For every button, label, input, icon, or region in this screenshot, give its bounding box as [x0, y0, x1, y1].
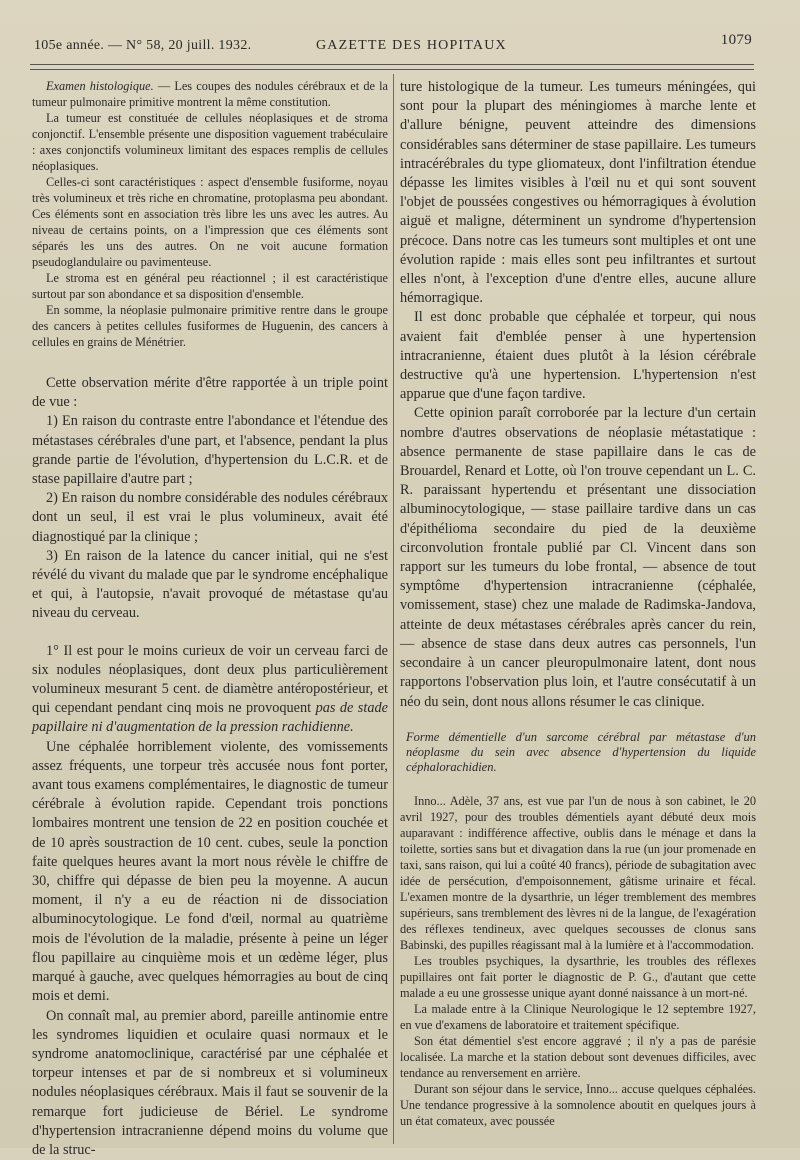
- case-paragraph-2: Les troubles psychiques, la dysarthrie, les troubles des réflexes pupillaires ont fait porter le diagnostic de P. G., d'autant que cette malade a eu une grossesse unique ayant donné naissance à un mort-né.: [400, 953, 756, 1001]
- histology-intro: — Les coupes des nodules cérébraux et de la tumeur pulmonaire primitive montrent la même constitution.: [32, 79, 388, 109]
- left-column: [32, 78, 388, 1138]
- spacer: [400, 712, 756, 730]
- case-subheading: Forme démentielle d'un sarcome cérébral par métastase d'un néoplasme du sein avec absence d'hypertension du liquide céphalorachidien.: [400, 730, 756, 775]
- discussion-point-1: [32, 642, 388, 738]
- issue-line: 105e année. — N° 58, 20 juill. 1932.: [34, 38, 251, 54]
- histology-paragraph-3: Celles-ci sont caractéristiques : aspect d'ensemble fusiforme, noyau très volumineux et très riche en chromatine, protoplasma peu abondant. Ces éléments sont en association très libre les uns avec les autres. Au niveau de certains points, on a l'impression que ces éléments sont séparés les uns des autres. On ne voit aucune formation pseudoglandulaire ou pavimenteuse.: [32, 174, 388, 270]
- observation-intro: Cette observation mérite d'être rapportée à un triple point de vue :: [32, 374, 388, 412]
- discussion-text: 1° Il est pour le moins curieux de voir un cerveau farci de six nodules néoplasiques, dont deux plus particulièrement volumineux mesurant 5 cent. de diamètre antéropostérieur, et qui cependant pendant cinq mois ne provoquent: [32, 643, 388, 717]
- case-paragraph-1: Inno... Adèle, 37 ans, est vue par l'un de nous à son cabinet, le 20 avril 1927, pour des troubles démentiels ayant débuté deux mois auparavant : indifférence affective, oublis dans le ménage et dans la toilette, sorties sans but et divagation dans la rue (un jour promenade en taxi, sans raison, qui lui a coûté 40 francs), période de subagitation avec idée de persécution, d'empoisonnement, gâtisme urinaire et fécal. L'examen montre de la dysarthrie, un léger tremblement des membres supérieurs, sans tremblement des lèvres ni de la langue, de l'exagération des réflexes tendineux, avec quelques secousses de clonus sans Babinski, des pupilles réagissant mal à la lumière et à l'accommodation.: [400, 793, 756, 953]
- spacer: [32, 350, 388, 374]
- histology-paragraph: [32, 78, 388, 110]
- discussion-paragraph-3: On connaît mal, au premier abord, pareille antinomie entre les syndromes liquidien et oculaire quasi normaux et le syndrome anatomoclinique, caractérisé par une céphalée et torpeur intenses et par de si nombreux et si volumineux nodules néoplasiques cérébraux. Mais il faut se souvenir de la remarque fort judicieuse de Bériel. Le syndrome d'hypertension intracranienne dépend moins du volume que de la struc-: [32, 1007, 388, 1160]
- spacer: [32, 624, 388, 642]
- right-column: [400, 78, 756, 1138]
- histology-paragraph-2: La tumeur est constituée de cellules néoplasiques et de stroma conjonctif. L'ensemble présente une disposition vaguement trabéculaire : axes conjonctifs volumineux limitant des espaces remplis de cellules néoplasiques.: [32, 110, 388, 174]
- histology-heading: Examen histologique.: [46, 79, 154, 93]
- observation-point-2: 2) En raison du nombre considérable des nodules cérébraux dont un seul, il est vrai le plus volumineux, avait été diagnostiqué par la clinique ;: [32, 489, 388, 547]
- paragraph-hypothesis: Il est donc probable que céphalée et torpeur, qui nous avaient fait d'emblée penser à une hypertension intracranienne, étaient dues plutôt à la lésion cérébrale destructive qu'à une hypertension. L'hypertension n'est apparue que d'une façon tardive.: [400, 308, 756, 404]
- case-paragraph-5: Durant son séjour dans le service, Inno... accuse quelques céphalées. Une tendance progressive à la somnolence aboutit en quelques jours à un état comateux, avec poussée: [400, 1081, 756, 1129]
- observation-point-3: 3) En raison de la latence du cancer initial, qui ne s'est révélé du vivant du malade que par le syndrome encéphalique et qui, à l'autopsie, n'avait provoqué de métastase qu'au niveau du cerveau.: [32, 547, 388, 624]
- page-number: 1079: [721, 32, 752, 49]
- continued-paragraph: ture histologique de la tumeur. Les tumeurs méningées, qui sont pour la plupart des méningiomes à marche lente et d'allure bénigne, peuvent atteindre des dimensions considérables sans déterminer de stase papillaire. Les tumeurs intracérébrales du type gliomateux, dont l'infiltration étendue dépasse les limites visibles à l'œil nu et qui sont souvent l'objet de poussées congestives ou hémorragiques à évolution aiguë et maligne, déterminent un syndrome d'hypertension précoce. Dans notre cas les tumeurs sont multiples et ont une évolution rapide : mais elles sont peu infiltrantes et surtout elles n'ont, à l'exception d'une d'entre elles, aucune allure hémorragique.: [400, 78, 756, 308]
- discussion-paragraph-2: Une céphalée horriblement violente, des vomissements assez fréquents, une torpeur très accusée nous font porter, avant tous examens complémentaires, le diagnostic de tumeur cérébrale à évolution rapide. Cependant trois ponctions lombaires montrent une tension de 22 en position couchée et de 10 après soustraction de 10 cent. cubes, seule la ponction faite quelques heures avant la mort nous révèle le chiffre de 30, chiffre qui dépasse de bien peu la moyenne. A aucun moment, il n'y a eu de réaction ni de dissociation albuminocytologique. Le fond d'œil, normal au quatrième mois de l'évolution de la maladie, présente à peine un léger flou papillaire au cinquième mois et un œdème léger, plus marqué à gauche, avec quelques hémorragies au bout de cinq mois et demi.: [32, 738, 388, 1007]
- header-rule-top: [30, 64, 754, 65]
- journal-title: GAZETTE DES HOPITAUX: [316, 38, 507, 54]
- case-paragraph-3: La malade entre à la Clinique Neurologique le 12 septembre 1927, en vue d'examens de laboratoire et traitement spécifique.: [400, 1001, 756, 1033]
- discussion-emphasis: pas de stade papillaire ni d'augmentation de la pression rachidienne.: [32, 700, 388, 735]
- column-divider: [393, 74, 394, 1144]
- histology-paragraph-4: Le stroma est en général peu réactionnel ; il est caractéristique surtout par son abondance et sa disposition d'ensemble.: [32, 270, 388, 302]
- spacer: [400, 775, 756, 793]
- observation-point-1: 1) En raison du contraste entre l'abondance et l'étendue des métastases cérébrales d'une part, et l'absence, pendant la plus grande partie de l'évolution, d'hypertension du L.C.R. et de stase papillaire d'autre part ;: [32, 412, 388, 489]
- case-paragraph-4: Son état démentiel s'est encore aggravé ; il n'y a pas de parésie localisée. La marche et la station debout sont devenues difficiles, avec tendance au renversement en arrière.: [400, 1033, 756, 1081]
- paragraph-literature: Cette opinion paraît corroborée par la lecture d'un certain nombre d'autres observations de néoplasie métastatique : absence permanente de stase papillaire dans le cas de Brouardel, Renard et Lotte, où l'on trouve cependant un L. C. R. paraissant hypertendu et présentant une dissociation albuminocytologique, — stase paillaire tardive dans un cas d'épithélioma secondaire du pied de la deuxième circonvolution frontale publié par Cl. Vincent dans son rapport sur les tumeurs du lobe frontal, — absence de tout symptôme d'hypertension intracranienne (céphalée, vomissement, stase) chez une malade de Radimska-Jandova, atteinte de deux métastases cérébrales après cancer du rein, — absence de stase dans deux autres cas personnels, l'un secondaire à un cancer pleuropulmonaire latent, dont nous rapportons l'observation plus loin, et l'autre consécutatif à un néo du sein, dont nous allons résumer le cas clinique.: [400, 404, 756, 711]
- page-header: [34, 28, 752, 62]
- histology-paragraph-5: En somme, la néoplasie pulmonaire primitive rentre dans le groupe des cancers à petites cellules fusiformes de Huguenin, des cancers à cellules en grains de Ménétrier.: [32, 302, 388, 350]
- header-rule-bottom: [30, 69, 754, 70]
